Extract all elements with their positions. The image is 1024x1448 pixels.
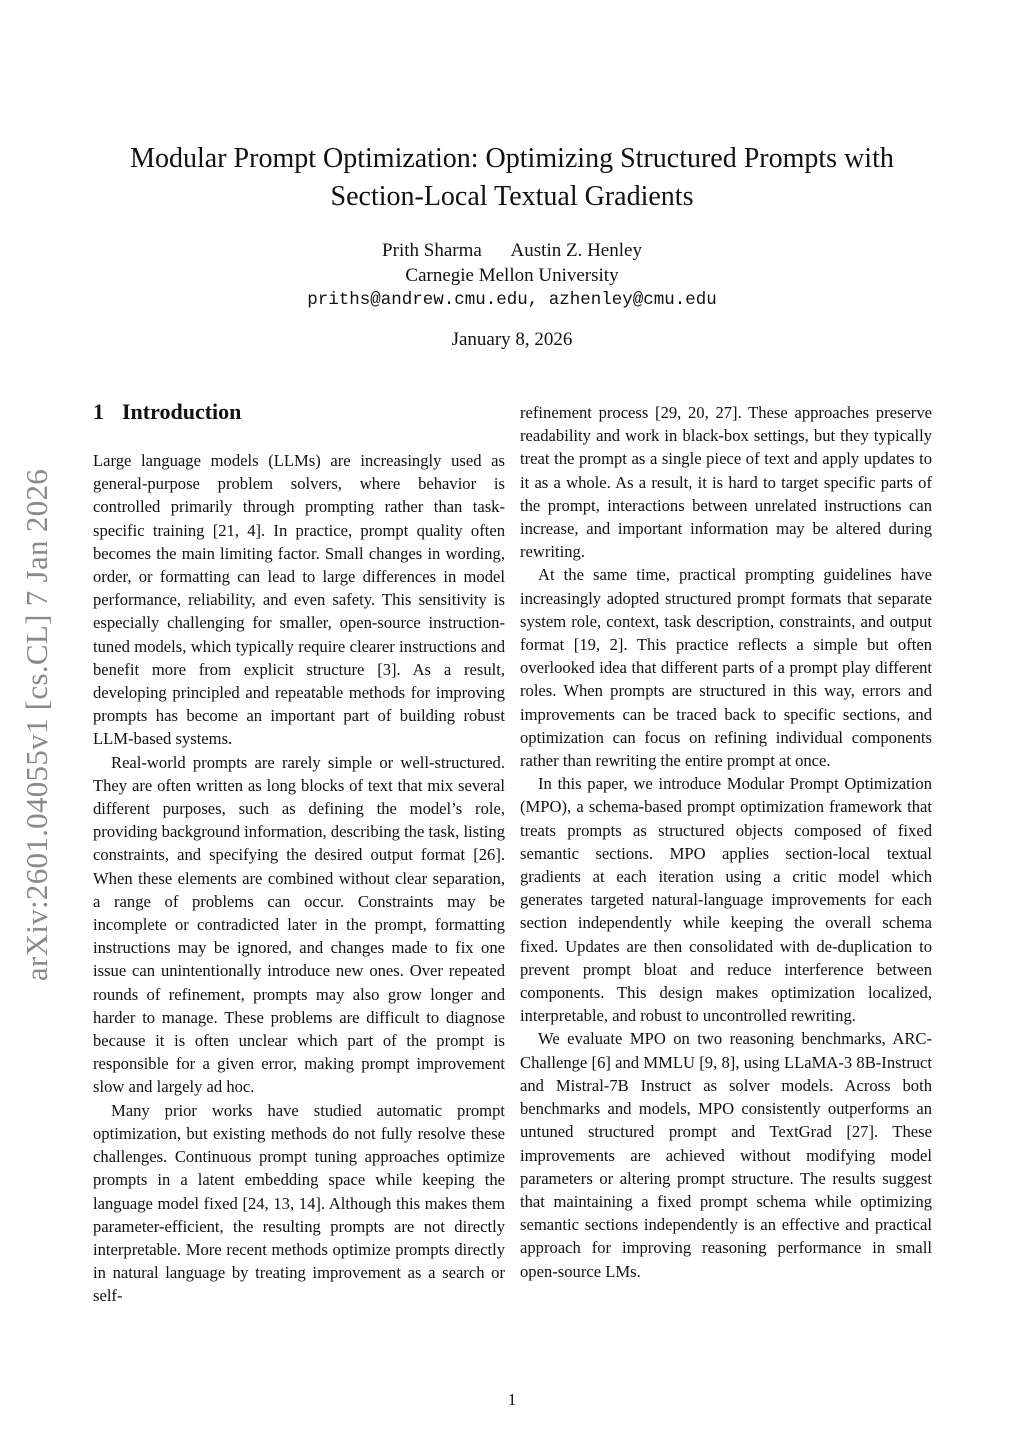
arxiv-stamp: arXiv:2601.04055v1 [cs.CL] 7 Jan 2026 bbox=[19, 468, 54, 982]
author-emails: priths@andrew.cmu.edu, azhenley@cmu.edu bbox=[307, 290, 717, 310]
right-column bbox=[520, 401, 932, 1283]
author-name: Prith Sharma bbox=[382, 240, 482, 261]
author-names bbox=[90, 238, 934, 263]
title-line-1: Modular Prompt Optimization: Optimizing Structured Prompts with bbox=[130, 143, 894, 174]
section-number: 1 bbox=[93, 399, 104, 424]
paragraph: In this paper, we introduce Modular Prompt Optimization (MPO), a schema-based prompt optimization framework that treats prompts as structured objects composed of fixed semantic sections. MPO applies section-local textual gradients at each iteration using a critic model which generates targeted natural-language improvements for each section independently while keeping the overall schema fixed. Updates are then consolidated with de-duplication to prevent prompt bloat and reduce interference between components. This design makes optimization localized, interpretable, and robust to uncontrolled rewriting. bbox=[520, 774, 932, 1026]
paragraph: Large language models (LLMs) are increasingly used as general-purpose problem solvers, where behavior is controlled primarily through prompting rather than task-specific training [21, 4]. In practice, prompt quality often becomes the main limiting factor. Small changes in wording, order, or formatting can lead to large differences in model performance, reliability, and even safety. This sensitivity is especially challenging for smaller, open-source instruction-tuned models, which typically require clearer instructions and benefit more from explicit structure [3]. As a result, developing principled and repeatable methods for improving prompts has become an important part of building robust LLM-based systems. bbox=[93, 451, 505, 749]
page-number: 1 bbox=[507, 1390, 517, 1409]
paragraph: We evaluate MPO on two reasoning benchmarks, ARC-Challenge [6] and MMLU [9, 8], using LLaMA-3 8B-Instruct and Mistral-7B Instruct as solver models. Across both benchmarks and models, MPO consistently outperforms an untuned structured prompt and TextGrad [27]. These improvements are achieved without modifying model parameters or altering prompt structure. The results suggest that maintaining a fixed prompt schema while optimizing semantic sections independently is an effective and practical approach for improving reasoning performance in small open-source LMs. bbox=[520, 1029, 932, 1281]
paper-title bbox=[90, 140, 934, 216]
title-line-2: Section-Local Textual Gradients bbox=[330, 181, 694, 212]
paragraph: Real-world prompts are rarely simple or well-structured. They are often written as long blocks of text that mix several different purposes, such as defining the model’s role, providing background information, describing the task, listing constraints, and specifying the desired output format [26]. When these elements are combined without clear separation, a range of problems can occur. Constraints may be incomplete or contradicted later in the prompt, formatting instructions may be ignored, and changes made to fix one issue can unintentionally introduce new ones. Over repeated rounds of refinement, prompts may also grow longer and harder to manage. These problems are difficult to diagnose because it is often unclear which part of the prompt is responsible for a given error, making prompt improvement slow and largely ad hoc. bbox=[93, 752, 506, 1097]
section-title: Introduction bbox=[122, 399, 242, 424]
paragraph: At the same time, practical prompting guidelines have increasingly adopted structured prompt formats that separate system role, context, task description, constraints, and output format [19, 2]. This practice reflects a simple but often overlooked idea that different parts of a prompt play different roles. When prompts are structured in this way, errors and improvements can be traced back to specific sections, and optimization can focus on refining individual components rather than rewriting the entire prompt at once. bbox=[520, 565, 932, 771]
paragraph: Many prior works have studied automatic prompt optimization, but existing methods do not fully resolve these challenges. Continuous prompt tuning approaches optimize prompts in a latent embedding space while keeping the language model fixed [24, 13, 14]. Although this makes them parameter-efficient, the resulting prompts are not directly interpretable. More recent methods optimize prompts directly in natural language by treating improvement as a search or self- bbox=[93, 1100, 505, 1306]
paper-date: January 8, 2026 bbox=[451, 329, 573, 350]
author-block bbox=[90, 238, 934, 313]
author-name: Austin Z. Henley bbox=[510, 240, 642, 261]
left-column bbox=[93, 398, 505, 1308]
affiliation: Carnegie Mellon University bbox=[405, 265, 619, 286]
section-heading bbox=[93, 398, 505, 426]
paragraph: refinement process [29, 20, 27]. These approaches preserve readability and work in black-box settings, but they typically treat the prompt as a single piece of text and apply updates to it as a whole. As a result, it is hard to target specific parts of the prompt, interactions between unrelated instructions can increase, and important information may be altered during rewriting. bbox=[520, 403, 932, 562]
